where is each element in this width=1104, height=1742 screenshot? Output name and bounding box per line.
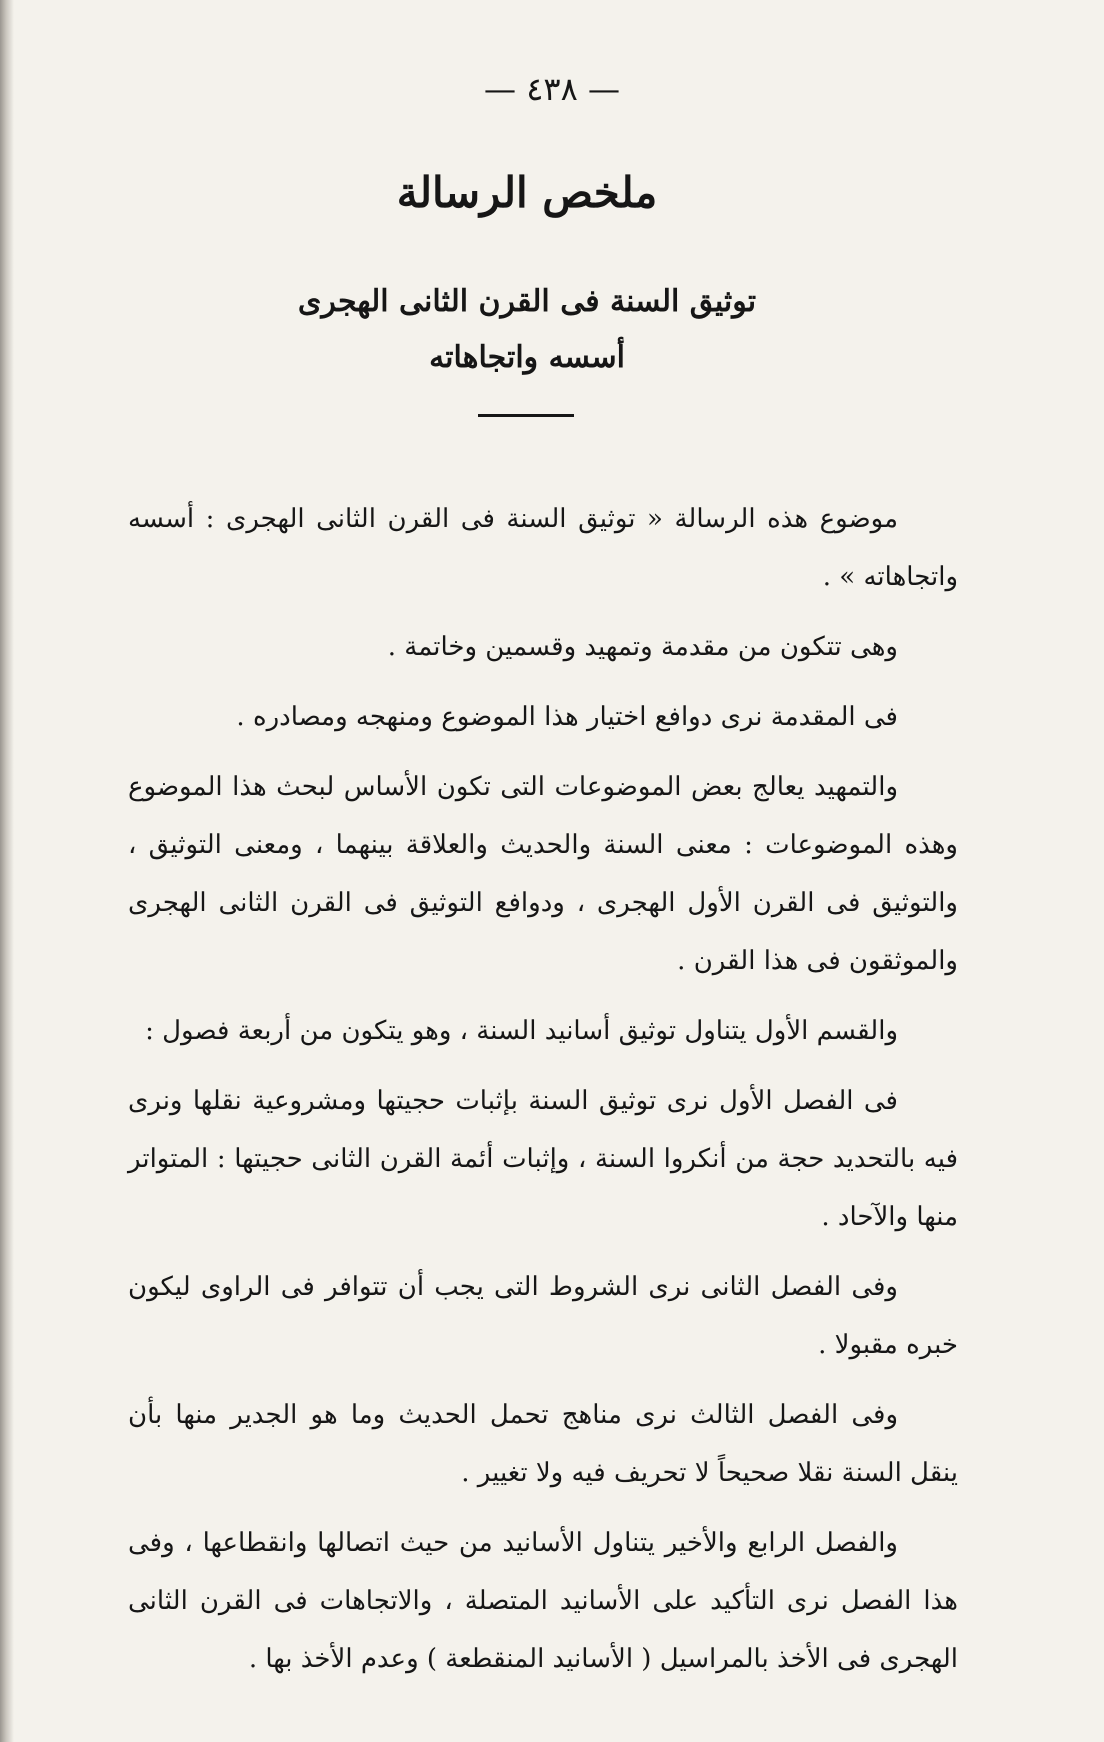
page-title: ملخص الرسالة — [396, 168, 658, 217]
paragraph-chapter-four: والفصل الرابع والأخير يتناول الأسانيد من حيث اتصالها وانقطاعها ، وفى هذا الفصل نرى التأكيد على الأسانيد المتصلة ، والاتجاهات فى القرن الثانى الهجرى فى الأخذ بالمراسيل ( الأسانيد المنقطعة ) وعدم الأخذ بها . — [128, 1528, 958, 1674]
paragraph-structure: وهى تتكون من مقدمة وتمهيد وقسمين وخاتمة . — [387, 632, 898, 662]
summary-body — [128, 490, 958, 1700]
paragraph-introduction: فى المقدمة نرى دوافع اختيار هذا الموضوع ومنهجه ومصادره . — [236, 702, 898, 732]
page-number: — ٤٣٨ — — [484, 70, 620, 108]
paragraph-chapter-one: فى الفصل الأول نرى توثيق السنة بإثبات حجيتها ومشروعية نقلها ونرى فيه بالتحديد حجة من أنكروا السنة ، وإثبات أئمة القرن الثانى حجيتها : المتواتر منها والآحاد . — [128, 1086, 958, 1232]
paragraph-part-one: والقسم الأول يتناول توثيق أسانيد السنة ، وهو يتكون من أربعة فصول : — [145, 1016, 898, 1046]
paragraph-preface: والتمهيد يعالج بعض الموضوعات التى تكون الأساس لبحث هذا الموضوع وهذه الموضوعات : معنى السنة والحديث والعلاقة بينهما ، ومعنى التوثيق ، والتوثيق فى القرن الأول الهجرى ، ودوافع التوثيق فى القرن الثانى الهجرى والموثقون فى هذا القرن . — [128, 772, 958, 976]
subtitle-line-1: توثيق السنة فى القرن الثانى الهجرى — [297, 284, 757, 319]
paragraph-topic: موضوع هذه الرسالة « توثيق السنة فى القرن الثانى الهجرى : أسسه واتجاهاته » . — [128, 504, 958, 592]
title-divider — [478, 414, 574, 417]
paragraph-chapter-three: وفى الفصل الثالث نرى مناهج تحمل الحديث وما هو الجدير منها بأن ينقل السنة نقلا صحيحاً لا تحريف فيه ولا تغيير . — [128, 1400, 958, 1488]
subtitle-line-2: أسسه واتجاهاته — [429, 340, 625, 375]
paragraph-chapter-two: وفى الفصل الثانى نرى الشروط التى يجب أن تتوافر فى الراوى ليكون خبره مقبولا . — [128, 1272, 958, 1360]
